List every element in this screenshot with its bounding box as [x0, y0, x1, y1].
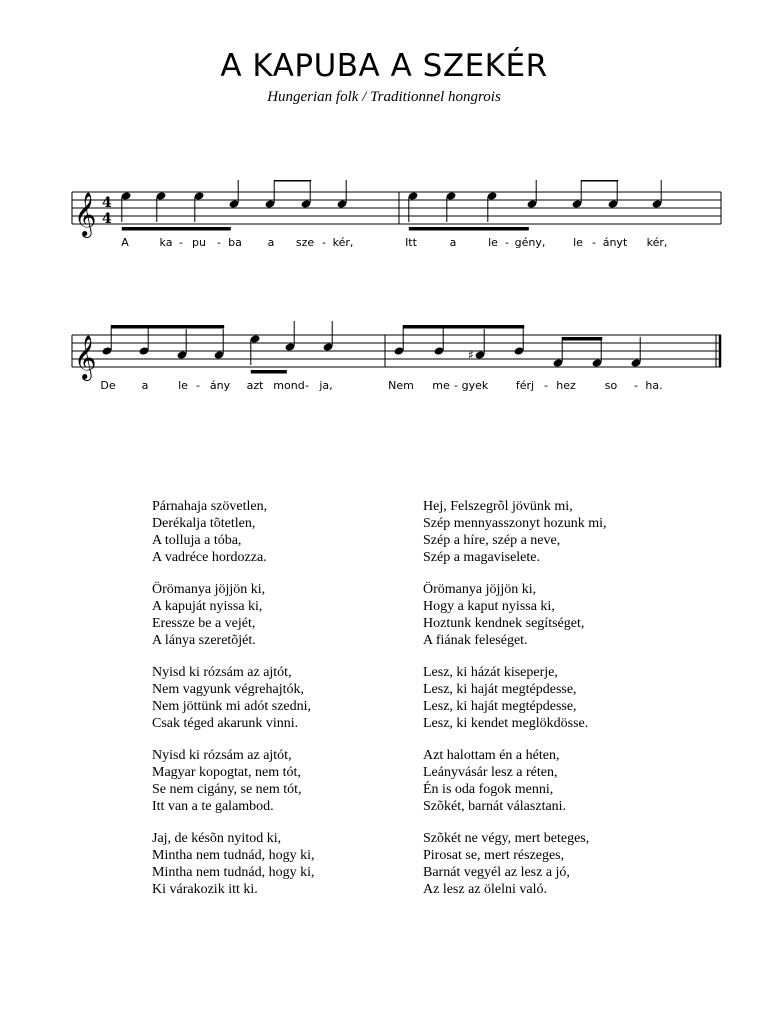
note: [631, 337, 642, 368]
note: [553, 337, 564, 368]
note: [337, 180, 348, 209]
verse-line: Hogy a kaput nyissa ki,: [423, 599, 555, 614]
lyric-syllable: ja,: [319, 379, 333, 392]
note: [514, 325, 525, 356]
verse-line: Én is oda fogok menni,: [423, 782, 554, 797]
beam: [274, 180, 311, 182]
sharp-icon: ♯: [468, 348, 474, 362]
note: [229, 180, 240, 209]
verses-right-column: [423, 498, 607, 913]
notes-system-1: [121, 180, 663, 231]
lyrics-system-2: [100, 379, 662, 392]
verse-line: Jaj, de késõn nyitod ki,: [152, 831, 282, 846]
note: [102, 325, 113, 356]
lyric-syllable: le: [178, 379, 188, 392]
verse-line: Hoztunk kendnek segítséget,: [423, 616, 585, 631]
lyric-syllable: -: [505, 236, 509, 249]
verse-line: Eressze be a vejét,: [152, 616, 256, 631]
lyric-syllable: hez: [556, 379, 576, 392]
staff-lines: [72, 192, 721, 224]
note: [265, 180, 276, 209]
note: [468, 329, 485, 362]
stanza: [152, 581, 315, 649]
lyric-syllable: A: [121, 236, 129, 249]
verse-line: A tolluja a tóba,: [152, 533, 242, 548]
verse-line: Lesz, ki haját megtépdesse,: [423, 682, 577, 697]
stanza: [423, 581, 607, 649]
verse-line: Itt van a te galambod.: [152, 799, 274, 814]
verse-line: Barnát vegyél az lesz a jó,: [423, 865, 570, 880]
lyric-syllable: -: [196, 379, 200, 392]
stanza: [423, 747, 607, 815]
lyric-syllable: kér,: [332, 236, 354, 249]
lyric-syllable: me: [432, 379, 450, 392]
lyric-syllable: -: [454, 379, 458, 392]
note: [250, 334, 261, 365]
beam: [122, 227, 231, 231]
lyric-syllable: Nem: [388, 379, 414, 392]
lyric-syllable: -: [305, 379, 309, 392]
verse-line: Örömanya jöjjön ki,: [423, 582, 537, 597]
music-staff-system-2: [0, 320, 768, 410]
note: [177, 329, 188, 360]
lyric-syllable: a: [449, 236, 457, 249]
verses-left-column: [152, 498, 315, 913]
beam: [562, 337, 602, 341]
note: [652, 180, 663, 209]
treble-clef-icon: 𝄞: [74, 192, 97, 236]
note: [592, 337, 603, 368]
note: [323, 321, 334, 352]
lyric-syllable: azt: [246, 379, 264, 392]
note: [408, 191, 419, 222]
lyric-syllable: -: [544, 379, 548, 392]
verse-line: Derékalja tõtetlen,: [152, 516, 256, 531]
lyric-syllable: le: [488, 236, 498, 249]
note: [285, 321, 296, 352]
stanza: [423, 498, 607, 566]
verse-line: Mintha nem tudnád, hogy ki,: [152, 865, 315, 880]
verse-line: Nem vagyunk végrehajtók,: [152, 682, 305, 697]
lyric-syllable: Itt: [405, 236, 417, 249]
beam: [251, 370, 287, 374]
lyric-syllable: ka: [159, 236, 173, 249]
lyric-syllable: ány: [209, 379, 231, 392]
stanza: [423, 830, 607, 898]
note: [301, 180, 312, 209]
note: [394, 325, 405, 356]
stanza: [152, 664, 315, 732]
beam: [409, 227, 529, 231]
verse-line: Magyar kopogtat, nem tót,: [152, 765, 301, 780]
verse-line: Szép a magaviselete.: [423, 550, 541, 565]
beam: [111, 325, 224, 329]
music-staff-system-1: [0, 180, 768, 270]
stanza: [423, 664, 607, 732]
time-signature: [102, 195, 112, 227]
lyric-syllable: De: [100, 379, 116, 392]
lyric-syllable: mond: [273, 379, 305, 392]
note: [194, 191, 205, 222]
beam: [581, 180, 618, 182]
note: [608, 180, 619, 209]
lyric-syllable: -: [592, 236, 596, 249]
note: [434, 325, 445, 356]
svg-text:4: 4: [102, 211, 112, 227]
verse-line: A lánya szeretõjét.: [152, 633, 256, 648]
stanza: [152, 830, 315, 898]
verse-line: A fiának feleséget.: [423, 633, 528, 648]
note: [121, 191, 132, 222]
lyric-syllable: sze: [295, 236, 315, 249]
verse-line: Se nem cigány, se nem tót,: [152, 782, 302, 797]
verse-line: Szõkét ne végy, mert beteges,: [423, 831, 590, 846]
verse-line: Örömanya jöjjön ki,: [152, 582, 266, 597]
lyric-syllable: so: [604, 379, 618, 392]
lyric-syllable: férj: [515, 379, 535, 392]
lyric-syllable: ha.: [645, 379, 663, 392]
verse-line: Nyisd ki rózsám az ajtót,: [152, 665, 292, 680]
verse-line: Mintha nem tudnád, hogy ki,: [152, 848, 315, 863]
lyric-syllable: -: [634, 379, 638, 392]
note: [156, 191, 167, 222]
lyric-syllable: pu: [192, 236, 206, 249]
song-title: A KAPUBA A SZEKÉR: [220, 48, 548, 84]
verse-line: Ki várakozik itt ki.: [152, 882, 258, 897]
lyric-syllable: gény,: [514, 236, 546, 249]
notes-system-2: [102, 321, 642, 374]
song-subtitle: Hungerian folk / Traditionnel hongrois: [267, 89, 501, 105]
note: [487, 191, 498, 222]
verse-line: Nyisd ki rózsám az ajtót,: [152, 748, 292, 763]
verse-line: Szõkét, barnát választani.: [423, 799, 567, 814]
verse-line: Csak téged akarunk vinni.: [152, 716, 299, 731]
lyric-syllable: a: [141, 379, 149, 392]
lyric-syllable: -: [217, 236, 221, 249]
stanza: [152, 747, 315, 815]
verse-line: Lesz, ki haját megtépdesse,: [423, 699, 577, 714]
verse-line: Nem jöttünk mi adót szedni,: [152, 699, 312, 714]
verse-line: Pirosat se, mert részeges,: [423, 848, 565, 863]
lyric-syllable: gyek: [461, 379, 489, 392]
note: [527, 180, 538, 209]
verse-line: Párnahaja szövetlen,: [152, 499, 268, 514]
beam: [403, 325, 524, 329]
verse-line: Szép a híre, szép a neve,: [423, 533, 561, 548]
lyric-syllable: ba: [228, 236, 242, 249]
verse-line: Lesz, ki házát kiseperje,: [423, 665, 558, 680]
note: [446, 191, 457, 222]
lyric-syllable: -: [179, 236, 183, 249]
stanza: [152, 498, 315, 566]
verse-line: Szép mennyasszonyt hozunk mi,: [423, 516, 607, 531]
note: [139, 325, 150, 356]
verse-line: Lesz, ki kendet meglökdösse.: [423, 716, 589, 731]
verse-line: Leányvásár lesz a réten,: [423, 765, 558, 780]
verse-line: Az lesz az ölelni való.: [423, 882, 548, 897]
verse-line: Hej, Felszegrõl jövünk mi,: [423, 499, 573, 514]
treble-clef-icon: 𝄞: [74, 335, 97, 379]
svg-text:4: 4: [102, 195, 112, 211]
note: [572, 180, 583, 209]
verse-line: A vadréce hordozza.: [152, 550, 267, 565]
verse-line: Azt halottam én a héten,: [423, 748, 560, 763]
lyric-syllable: le: [573, 236, 583, 249]
note: [214, 329, 225, 360]
verse-line: A kapuját nyissa ki,: [152, 599, 263, 614]
lyrics-system-1: [121, 236, 667, 249]
lyric-syllable: kér,: [646, 236, 668, 249]
lyric-syllable: a: [267, 236, 275, 249]
lyric-syllable: ányt: [602, 236, 628, 249]
lyric-syllable: -: [322, 236, 326, 249]
